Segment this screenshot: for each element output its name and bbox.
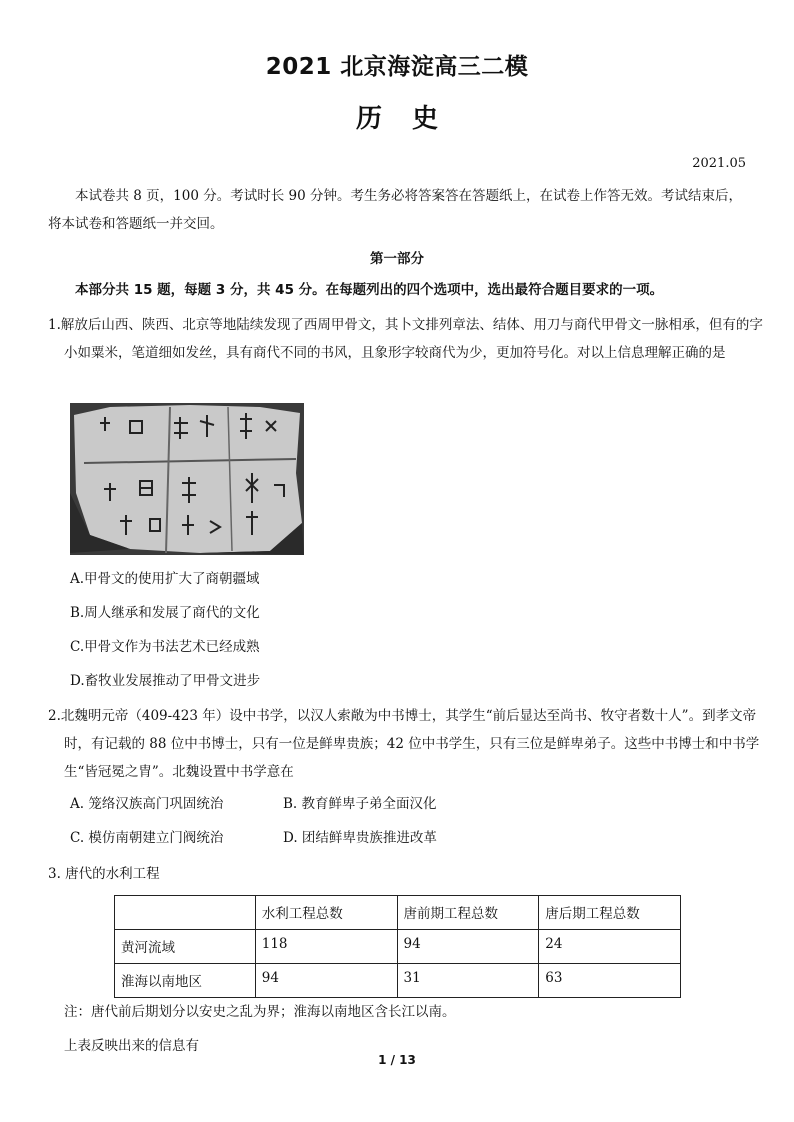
question-1-option-b: B.周人继承和发展了商代的文化 (70, 605, 260, 621)
table-cell: 24 (539, 930, 681, 964)
question-2-stem: 2.北魏明元帝（409-423 年）设中书学，以汉人索敞为中书博士，其学生“前后显达至尚书、牧守者数十人”。到孝文帝时，有记载的 88 位中书博士，只有一位是鲜卑贵族；42 位中书学生，只有三位是鲜卑弟子。这些中书博士和中书学生“皆冠冕之胄”。北魏设置中书学意在 (48, 708, 760, 780)
exam-title: 2021 北京海淀高三二模 (265, 54, 529, 80)
question-1-option-c: C.甲骨文作为书法艺术已经成熟 (70, 639, 260, 655)
table-cell: 31 (397, 964, 539, 998)
table-cell: 94 (255, 964, 397, 998)
question-2-option-a: A. 笼络汉族高门巩固统治 (70, 796, 224, 812)
table-header-cell: 唐后期工程总数 (539, 896, 681, 930)
question-1-option-a: A.甲骨文的使用扩大了商朝疆域 (70, 571, 260, 587)
hydraulic-works-table (114, 895, 681, 998)
table-cell: 黄河流域 (115, 930, 256, 964)
oracle-bone-fragment-image (70, 403, 304, 555)
question-3-stem: 3. 唐代的水利工程 (48, 866, 160, 882)
part-heading: 第一部分 (370, 251, 424, 267)
question-2-option-c: C. 模仿南朝建立门阀统治 (70, 830, 224, 846)
table-cell: 118 (255, 930, 397, 964)
question-1-stem: 1.解放后山西、陕西、北京等地陆续发现了西周甲骨文，其卜文排列章法、结体、用刀与商代甲骨文一脉相承，但有的字小如粟米，笔道细如发丝，具有商代不同的书风，且象形字较商代为少，更加符号化。对以上信息理解正确的是 (48, 317, 763, 361)
table-cell: 淮海以南地区 (115, 964, 256, 998)
table-row (115, 930, 681, 964)
question-1-option-d: D.畜牧业发展推动了甲骨文进步 (70, 673, 261, 689)
question-2-option-b: B. 教育鲜卑子弟全面汉化 (283, 796, 437, 812)
table-cell: 63 (539, 964, 681, 998)
table-header-row (115, 896, 681, 930)
question-3-lead: 上表反映出来的信息有 (64, 1038, 199, 1054)
table-header-cell (115, 896, 256, 930)
table-header-cell: 唐前期工程总数 (397, 896, 539, 930)
exam-date: 2021.05 (692, 156, 746, 171)
table-note: 注：唐代前后期划分以安史之乱为界；淮海以南地区含长江以南。 (64, 1004, 456, 1020)
part-instructions: 本部分共 15 题，每题 3 分，共 45 分。在每题列出的四个选项中，选出最符合题目要求的一项。 (75, 282, 664, 298)
table-cell: 94 (397, 930, 539, 964)
exam-intro: 本试卷共 8 页，100 分。考试时长 90 分钟。考生务必将答案答在答题纸上，在试卷上作答无效。考试结束后，将本试卷和答题纸一并交回。 (48, 188, 742, 232)
table-row (115, 964, 681, 998)
table-header-cell: 水利工程总数 (255, 896, 397, 930)
question-2-option-d: D. 团结鲜卑贵族推进改革 (283, 830, 437, 846)
subject-title: 历史 (355, 104, 468, 134)
page-number: 1 / 13 (378, 1053, 416, 1067)
